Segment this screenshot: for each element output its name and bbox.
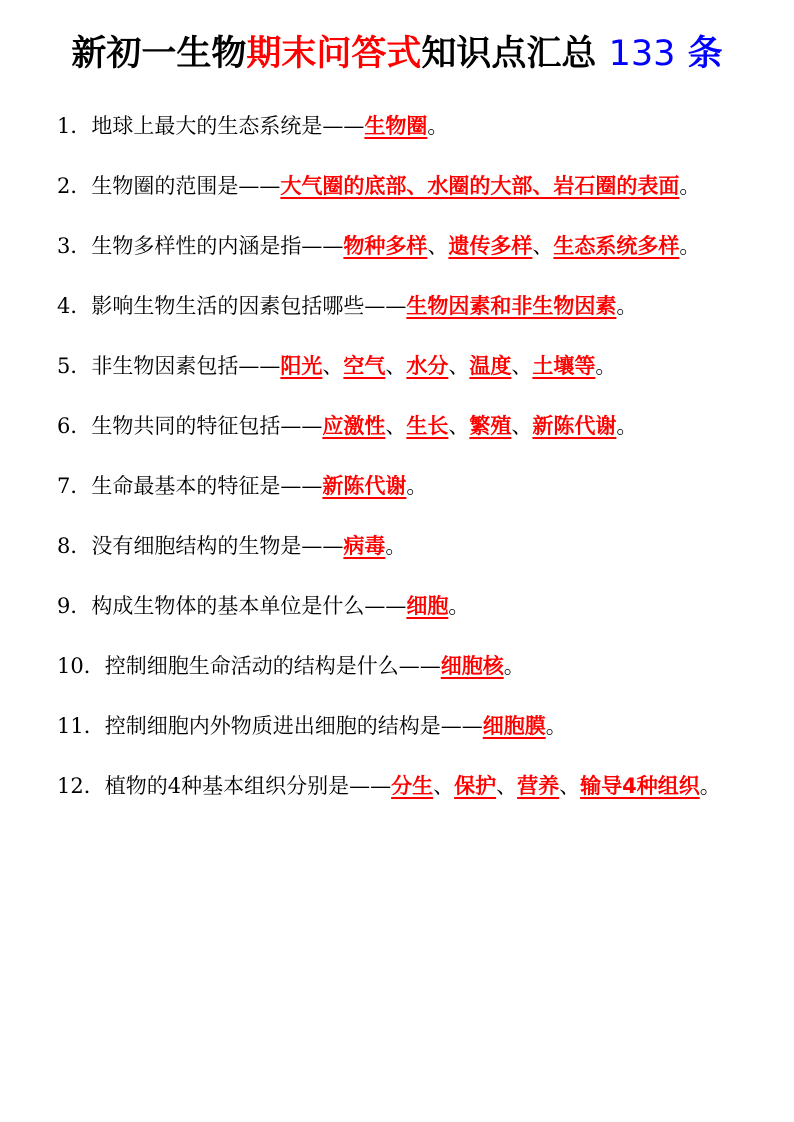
qa-answer: 水分 — [406, 354, 449, 378]
title-unit: 条 — [687, 34, 723, 74]
qa-separator: 、 — [511, 414, 533, 438]
qa-number: 9． — [57, 594, 92, 618]
qa-number: 1． — [57, 114, 92, 138]
page-title — [0, 28, 794, 80]
qa-answer: 生物因素和非生物因素 — [406, 294, 617, 318]
qa-answer: 病毒 — [343, 534, 386, 558]
qa-item-5 — [57, 336, 737, 396]
qa-item-10 — [57, 636, 737, 696]
qa-number: 11． — [57, 714, 105, 738]
qa-question: 没有细胞结构的生物是—— — [91, 534, 344, 558]
qa-number: 12． — [57, 774, 105, 798]
qa-item-12 — [57, 756, 737, 816]
qa-question: 非生物因素包括—— — [91, 354, 281, 378]
qa-number: 5． — [57, 354, 92, 378]
qa-separator: 、 — [559, 774, 581, 798]
qa-answer: 新陈代谢 — [322, 474, 407, 498]
qa-question: 植物的4种基本组织分别是—— — [104, 774, 392, 798]
qa-separator: 、 — [385, 354, 407, 378]
qa-answer: 空气 — [343, 354, 386, 378]
title-part-2: 期末问答式 — [246, 34, 422, 74]
qa-answer: 细胞 — [406, 594, 449, 618]
qa-answer: 繁殖 — [469, 414, 512, 438]
qa-item-6 — [57, 396, 737, 456]
qa-answer: 阳光 — [280, 354, 323, 378]
qa-list — [57, 96, 737, 816]
qa-end: 。 — [503, 654, 525, 678]
qa-answer: 生长 — [406, 414, 449, 438]
qa-number: 6． — [57, 414, 92, 438]
qa-item-11 — [57, 696, 737, 756]
qa-item-4 — [57, 276, 737, 336]
qa-end: 。 — [406, 474, 428, 498]
qa-separator: 、 — [322, 354, 344, 378]
qa-end: 。 — [699, 774, 721, 798]
qa-question: 生物多样性的内涵是指—— — [91, 234, 344, 258]
qa-question: 生物共同的特征包括—— — [91, 414, 323, 438]
qa-answer: 应激性 — [322, 414, 386, 438]
title-count: 133 — [608, 34, 676, 74]
qa-answer: 生物圈 — [364, 114, 428, 138]
qa-separator: 、 — [532, 234, 554, 258]
qa-separator: 、 — [433, 774, 455, 798]
qa-answer: 细胞核 — [440, 654, 504, 678]
qa-answer: 物种多样 — [343, 234, 428, 258]
qa-question: 控制细胞生命活动的结构是什么—— — [104, 654, 441, 678]
qa-end: 。 — [679, 234, 701, 258]
qa-number: 10． — [57, 654, 105, 678]
qa-number: 7． — [57, 474, 92, 498]
title-part-3: 知识点汇总 — [421, 34, 597, 74]
qa-end: 。 — [385, 534, 407, 558]
qa-separator: 、 — [511, 354, 533, 378]
qa-number: 3． — [57, 234, 92, 258]
qa-question: 影响生物生活的因素包括哪些—— — [91, 294, 407, 318]
qa-answer: 保护 — [454, 774, 497, 798]
qa-separator: 、 — [448, 414, 470, 438]
qa-answer: 新陈代谢 — [532, 414, 617, 438]
qa-item-2 — [57, 156, 737, 216]
qa-item-3 — [57, 216, 737, 276]
qa-separator: 、 — [385, 414, 407, 438]
qa-end: 。 — [595, 354, 617, 378]
qa-question: 生命最基本的特征是—— — [91, 474, 323, 498]
qa-answer: 遗传多样 — [448, 234, 533, 258]
qa-answer: 大气圈的底部、水圈的大部、岩石圈的表面 — [280, 174, 680, 198]
title-part-1: 新初一生物 — [71, 34, 247, 74]
qa-separator: 、 — [427, 234, 449, 258]
qa-end: 。 — [616, 294, 638, 318]
qa-item-8 — [57, 516, 737, 576]
qa-answer: 输导4种组织 — [580, 774, 700, 798]
qa-number: 4． — [57, 294, 92, 318]
qa-answer: 分生 — [391, 774, 434, 798]
qa-number: 2． — [57, 174, 92, 198]
qa-answer: 细胞膜 — [482, 714, 546, 738]
qa-answer: 温度 — [469, 354, 512, 378]
qa-question: 构成生物体的基本单位是什么—— — [91, 594, 407, 618]
qa-end: 。 — [679, 174, 701, 198]
qa-answer: 生态系统多样 — [553, 234, 680, 258]
qa-question: 控制细胞内外物质进出细胞的结构是—— — [104, 714, 483, 738]
qa-item-1 — [57, 96, 737, 156]
qa-question: 生物圈的范围是—— — [91, 174, 281, 198]
qa-end: 。 — [616, 414, 638, 438]
qa-answer: 土壤等 — [532, 354, 596, 378]
qa-separator: 、 — [448, 354, 470, 378]
qa-end: 。 — [427, 114, 449, 138]
qa-number: 8． — [57, 534, 92, 558]
qa-item-7 — [57, 456, 737, 516]
qa-question: 地球上最大的生态系统是—— — [91, 114, 365, 138]
qa-end: 。 — [545, 714, 567, 738]
qa-separator: 、 — [496, 774, 518, 798]
qa-answer: 营养 — [517, 774, 560, 798]
qa-end: 。 — [448, 594, 470, 618]
qa-item-9 — [57, 576, 737, 636]
